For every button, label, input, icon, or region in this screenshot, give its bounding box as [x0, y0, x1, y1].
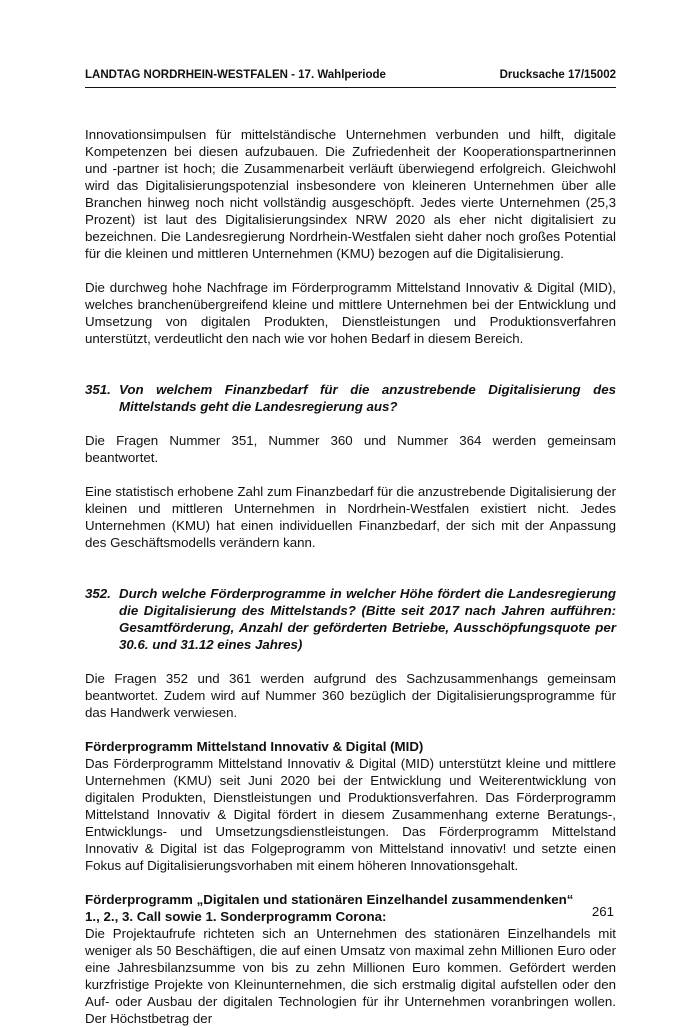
header-rule — [85, 87, 616, 88]
paragraph: Die Fragen 352 und 361 werden aufgrund des Sachzusammenhangs gemeinsam beantwortet. Zudem wird auf Nummer 360 bezüglich der Digitalisierungsprogramme für das Handwerk verwiesen. — [85, 671, 616, 720]
paragraph: Die Projektaufrufe richteten sich an Unternehmen des stationären Einzelhandels mit weniger als 50 Beschäftigen, die auf einen Umsatz von maximal zehn Millionen Euro oder eine Jahresbilanzsumme von bis zu zehn Millionen Euro kommen. Gefördert werden kurzfristige Projekte von Kleinunternehmen, die sich erstmalig digital aufstellen oder den Auf- oder Ausbau der digitalen Technologien für ihr Unternehmen voranbringen wollen. Der Höchstbetrag der — [85, 926, 616, 1026]
question-352 — [85, 585, 616, 653]
section-heading-einzelhandel: Förderprogramm „Digitalen und stationären Einzelhandel zusammendenken“ — [85, 892, 574, 907]
header-right: Drucksache 17/15002 — [499, 69, 616, 81]
paragraph: Innovationsimpulsen für mittelständische Unternehmen verbunden und hilft, digitale Kompetenzen bei diesen aufzubauen. Die Zufriedenheit der Kooperationspartnerinnen und -partner ist hoch; die Zusammenarbeit verläuft überwiegend erfolgreich. Gleichwohl wird das Digitalisierungspotenzial insbesondere von kleineren Unternehmen über alle Branchen hinweg noch nicht vollständig ausgeschöpft. Jedes vierte Unternehmen (25,3 Prozent) ist laut des Digitalisierungsindex NRW 2020 als eher nicht digitalisiert zu bezeichnen. Die Landesregierung Nordrhein-Westfalen sieht daher noch großes Potential für die kleinen und mittleren Unternehmen (KMU) bezogen auf die Digitalisierung. — [85, 127, 616, 261]
question-number: 352. — [85, 586, 111, 601]
page-header — [85, 69, 616, 81]
document-body — [85, 126, 616, 1027]
paragraph: Die durchweg hohe Nachfrage im Förderprogramm Mittelstand Innovativ & Digital (MID), welches branchenübergreifend kleine und mittlere Unternehmen bei der Entwicklung und Umsetzung von digitalen Produkten, Dienstleistungen und Produktionsverfahren unterstützt, verdeutlicht den nach wie vor hohen Bedarf in diesem Bereich. — [85, 280, 616, 346]
question-text: Von welchem Finanzbedarf für die anzustrebende Digitalisierung des Mittelstands geht die Landesregierung aus? — [119, 382, 616, 414]
question-text: Durch welche Förderprogramme in welcher Höhe fördert die Landesregierung die Digitalisierung des Mittelstands? (Bitte seit 2017 nach Jahren aufführen: Gesamtförderung, Anzahl der geförderten Betriebe, Ausschöpfungsquote per 30.6. und 31.12 eines Jahres) — [119, 586, 616, 652]
question-number: 351. — [85, 382, 111, 397]
section-heading-mid: Förderprogramm Mittelstand Innovativ & Digital (MID) — [85, 739, 424, 754]
paragraph: Das Förderprogramm Mittelstand Innovativ & Digital (MID) unterstützt kleine und mittlere Unternehmen (KMU) seit Juni 2020 bei der Entwicklung und Weiterentwicklung von digitalen Produkten, Dienstleistungen und Produktionsverfahren. Das Förderprogramm Mittelstand Innovativ & Digital fördert in diesem Zusammenhang externe Beratungs-, Entwicklungs- und Umsetzungsdienstleistungen. Das Förderprogramm Mittelstand Innovativ & Digital ist das Folgeprogramm von Mittelstand innovativ! und setzte einen Fokus auf Digitalisierungsvorhaben mit einem höheren Innovationsgehalt. — [85, 756, 616, 873]
header-left: LANDTAG NORDRHEIN-WESTFALEN - 17. Wahlperiode — [85, 69, 386, 81]
paragraph: Die Fragen Nummer 351, Nummer 360 und Nummer 364 werden gemeinsam beantwortet. — [85, 433, 616, 465]
paragraph: Eine statistisch erhobene Zahl zum Finanzbedarf für die anzustrebende Digitalisierung der kleinen und mittleren Unternehmen in Nordrhein-Westfalen existiert nicht. Jedes Unternehmen (KMU) hat einen individuellen Finanzbedarf, der sich mit der Anpassung des Geschäftsmodells verändern kann. — [85, 484, 616, 550]
page-number: 261 — [591, 904, 614, 919]
question-351 — [85, 381, 616, 415]
section-subheading-calls: 1., 2., 3. Call sowie 1. Sonderprogramm Corona: — [85, 909, 387, 924]
